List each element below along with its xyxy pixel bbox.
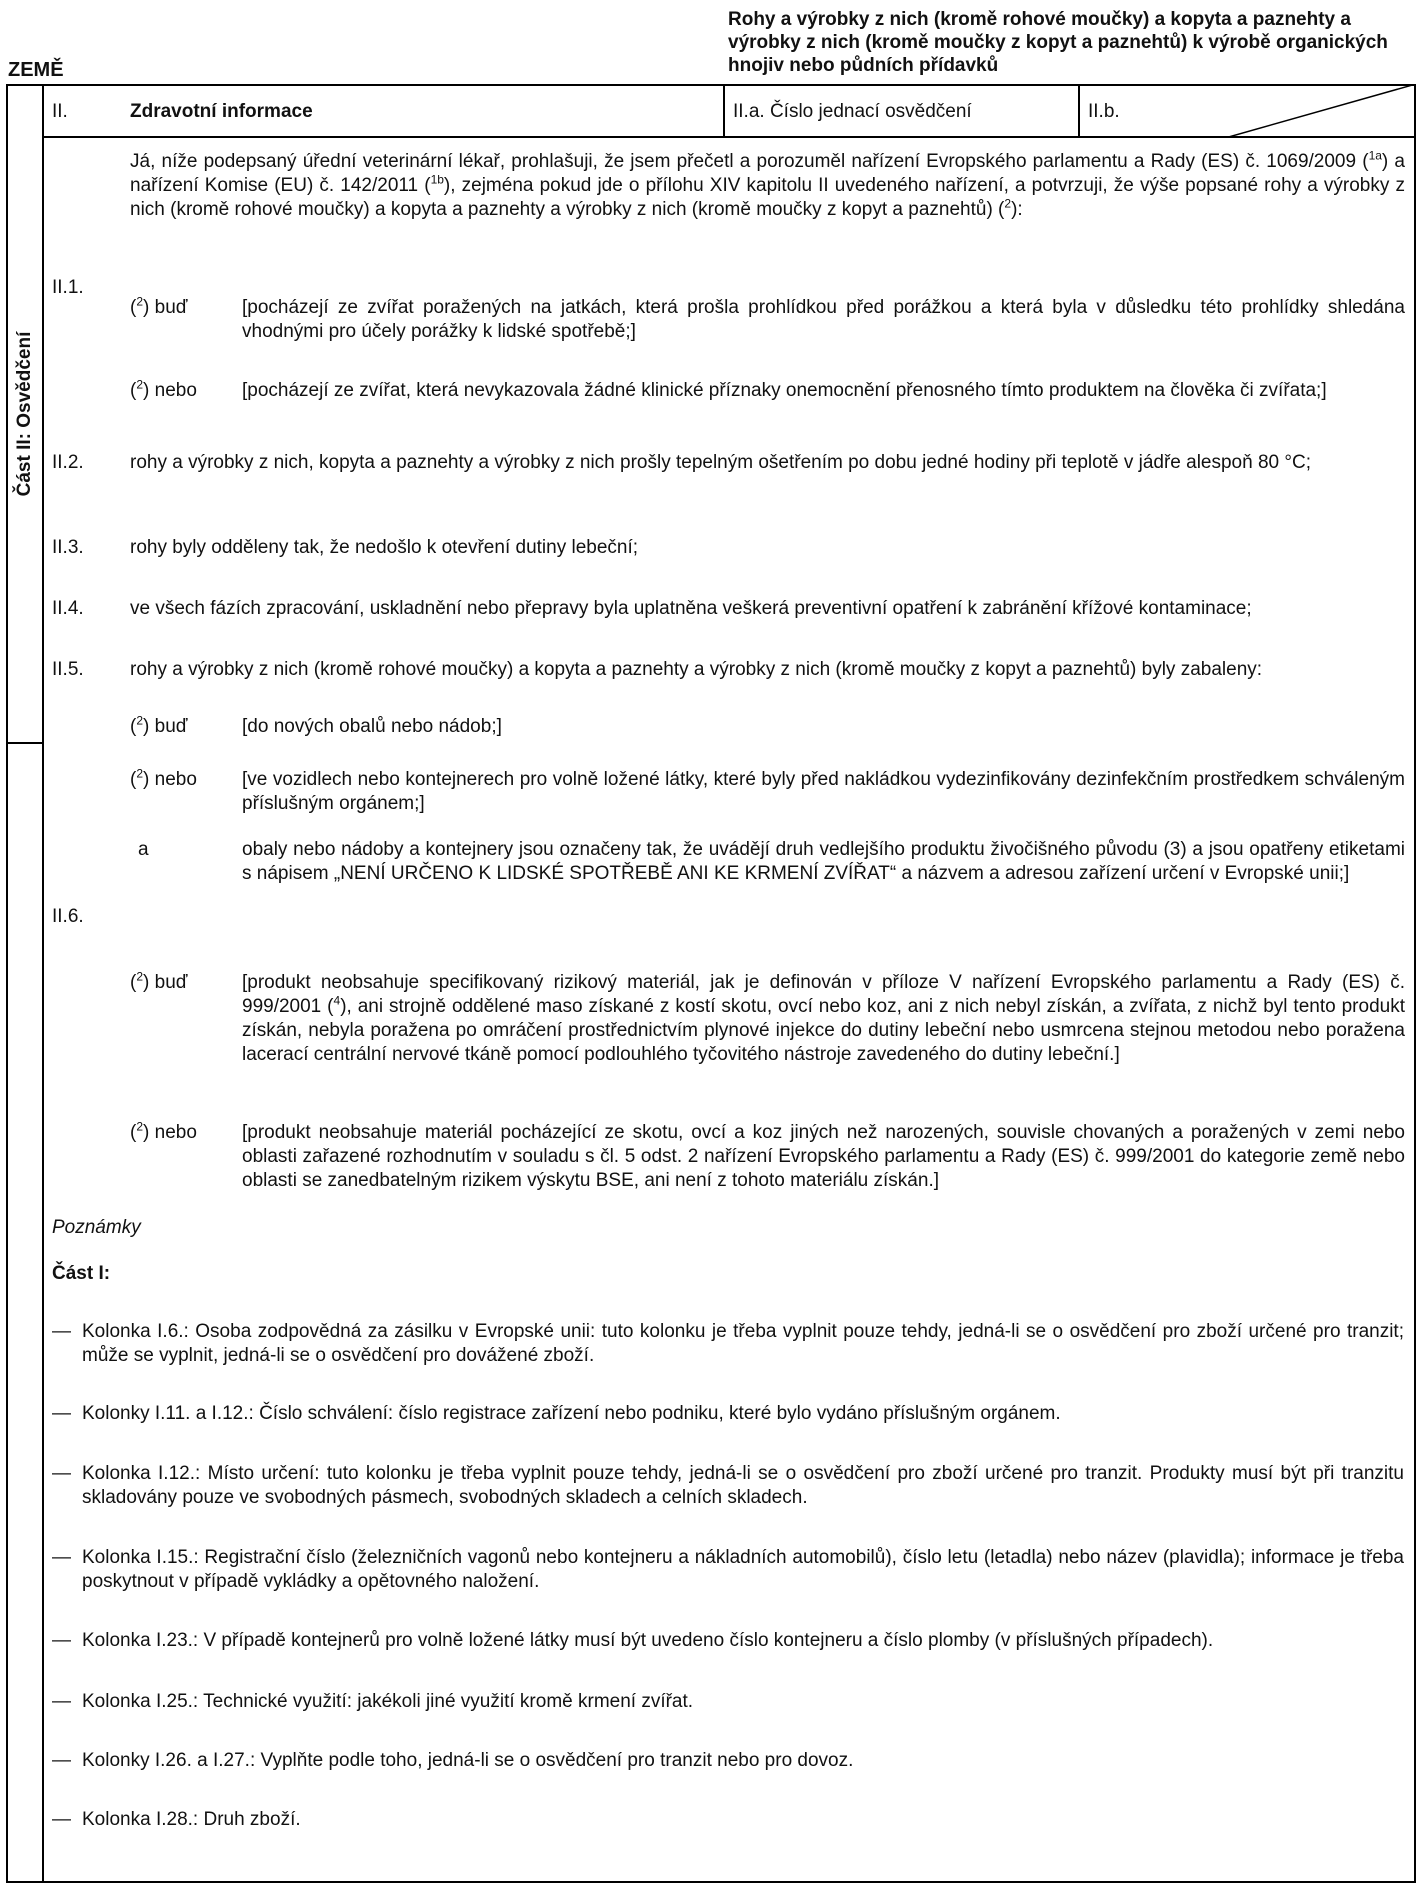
country-label: ZEMĚ (8, 59, 64, 81)
header-row-rule (42, 136, 1416, 138)
note-dash: — (52, 1463, 71, 1484)
note-item: Kolonka I.25.: Technické využití: jakékoli jiné využití kromě krmení zvířat. (82, 1691, 694, 1712)
item-ii5-and-text: obaly nebo nádoby a kontejnery jsou označeny tak, že uvádějí druh vedlejšího produktu živočišného původu (3) a jsou opatřeny etiketami s nápisem „NENÍ URČENO K LIDSKÉ SPOTŘEBĚ ANI KE KRMENÍ ZVÍŘAT“ a názvem a adresou zařízení určení v Evropské unii;] (242, 839, 1405, 884)
option-or-ii1: ($^2$) nebo (130, 377, 197, 401)
header-divider-2 (1078, 84, 1080, 138)
note-item: Kolonka I.15.: Registrační číslo (železničních vagonů nebo kontejneru a nákladních automobilů), číslo letu (letadla) nebo název (plavidla); informace je třeba poskytnout v případě vykládky a opětovného naložení. (82, 1547, 1404, 1592)
header-diagonal-line (1225, 84, 1416, 138)
note-item: Kolonky I.26. a I.27.: Vyplňte podle toho, jedná-li se o osvědčení pro tranzit nebo pro dovoz. (82, 1750, 854, 1771)
note-item: Kolonky I.11. a I.12.: Číslo schválení: číslo registrace zařízení nebo podniku, které bylo vydáno příslušným orgánem. (82, 1403, 1061, 1424)
note-dash: — (52, 1750, 71, 1771)
header-divider-1 (723, 84, 725, 138)
option-either-ii6: ($^2$) buď (130, 969, 188, 993)
item-ii1-option-1: [pocházejí ze zvířat poražených na jatkách, která prošla prohlídkou před porážkou a která byla v důsledku této prohlídky shledána vhodnými pro účely porážky k lidské spotřebě;] (242, 297, 1405, 342)
item-number-ii3: II.3. (52, 537, 84, 558)
item-ii3-text: rohy byly odděleny tak, že nedošlo k otevření dutiny lebeční; (130, 537, 639, 558)
note-item: Kolonka I.6.: Osoba zodpovědná za zásilku v Evropské unii: tuto kolonku je třeba vyplnit pouze tehdy, jedná-li se o osvědčení pro zboží určené pro tranzit; může se vyplnit, jedná-li se o osvědčení pro dovážené zboží. (82, 1321, 1404, 1366)
certificate-reference-label: II.a. Číslo jednací osvědčení (733, 101, 972, 122)
option-or-ii6: ($^2$) nebo (130, 1119, 197, 1143)
note-dash: — (52, 1691, 71, 1712)
notes-heading: Poznámky (52, 1217, 141, 1238)
document-title: Rohy a výrobky z nich (kromě rohové moučky) a kopyta a paznehty a výrobky z nich (kromě moučky z kopyt a paznehtů) k výrobě organických hnojiv nebo půdních přídavků (728, 9, 1388, 76)
option-either-ii5: ($^2$) buď (130, 713, 188, 737)
left-margin-rule (42, 84, 44, 1883)
item-ii5-text: rohy a výrobky z nich (kromě rohové moučky) a kopyta a paznehty a výrobky z nich (kromě moučky z kopyt a paznehtů) byly zabaleny: (130, 659, 1263, 680)
note-item: Kolonka I.12.: Místo určení: tuto kolonku je třeba vyplnit pouze tehdy, jedná-li se o osvědčení pro zboží určené pro tranzit. Produkty musí být při tranzitu skladovány pouze ve svobodných pásmech, svobodných skladech a celních skladech. (82, 1463, 1404, 1508)
note-dash: — (52, 1547, 71, 1568)
item-ii5-option-1: [do nových obalů nebo nádob;] (242, 716, 502, 737)
item-ii6-option-1: [produkt neobsahuje specifikovaný rizikový materiál, jak je definován v příloze V nařízení Evropského parlamentu a Rady (ES) č. 999/2001 ($^4$), ani strojně oddělené maso získané z kostí skotu, ovcí nebo koz, ani z nich nebyl získán, a zvířata, z nichž byl tento produkt získán, nebyla poražena po omráčení prostřednictvím plynové injekce do dutiny lebeční nebo usmrcena stejnou metodou nebo poražena lacerací centrální nervové tkáně pomocí podlouhlého tyčovitého nástroje zavedeného do dutiny lebeční.] (242, 972, 1405, 1065)
item-ii5-option-2: [ve vozidlech nebo kontejnerech pro volně ložené látky, které byly před nakládkou vydezinfikovány dezinfekčním prostředkem schváleným příslušným orgánem;] (242, 769, 1405, 814)
note-dash: — (52, 1630, 71, 1651)
note-item: Kolonka I.23.: V případě kontejnerů pro volně ložené látky musí být uvedeno číslo kontejneru a číslo plomby (v příslušných případech). (82, 1630, 1214, 1651)
item-ii4-text: ve všech fázích zpracování, uskladnění nebo přepravy byla uplatněna veškerá preventivní opatření k zabránění křížové kontaminace; (130, 598, 1252, 619)
conjunction-and-ii5: a (138, 839, 149, 860)
section-title: Zdravotní informace (130, 101, 313, 122)
option-or-ii5: ($^2$) nebo (130, 766, 197, 790)
note-dash: — (52, 1321, 71, 1342)
notes-part-i-heading: Část I: (52, 1263, 111, 1284)
section-ii-b-label: II.b. (1088, 101, 1120, 122)
item-number-ii1: II.1. (52, 277, 84, 298)
intro-declaration: Já, níže podepsaný úřední veterinární lékař, prohlašuji, že jsem přečetl a porozuměl nařízení Evropského parlamentu a Rady (ES) č. 1069/2009 ($^{1a}$) a nařízení Komise (EU) č. 142/2011 ($^{1b}$), zejména pokud jde o přílohu XIV kapitolu II uvedeného nařízení, a potvrzuji, že výše popsané rohy a výrobky z nich (kromě rohové moučky) a kopyta a paznehty a výrobky z nich (kromě moučky z kopyt a paznehtů) ($^2$): (130, 148, 1405, 220)
side-label-part-ii: Část II: Osvědčení (14, 331, 35, 497)
item-ii6-option-2: [produkt neobsahuje materiál pocházející ze skotu, ovcí a koz jiných než narozených, souvisle chovaných a poražených v zemi nebo oblasti zařazené rozhodnutím v souladu s čl. 5 odst. 2 nařízení Evropského parlamentu a Rady (ES) č. 999/2001 do kategorie země nebo oblasti se zanedbatelným rizikem výskytu BSE, ani není z tohoto materiálu získán.] (242, 1122, 1405, 1191)
item-ii2-text: rohy a výrobky z nich, kopyta a paznehty a výrobky z nich prošly tepelným ošetřením po dobu jedné hodiny při teplotě v jádře alespoň 80 °C; (130, 452, 1311, 473)
note-item: Kolonka I.28.: Druh zboží. (82, 1809, 301, 1830)
option-either-ii1: ($^2$) buď (130, 294, 188, 318)
item-number-ii4: II.4. (52, 598, 84, 619)
note-dash: — (52, 1403, 71, 1424)
item-number-ii2: II.2. (52, 452, 84, 473)
section-number: II. (52, 101, 68, 122)
item-number-ii5: II.5. (52, 659, 84, 680)
item-number-ii6: II.6. (52, 906, 84, 927)
note-dash: — (52, 1809, 71, 1830)
item-ii1-option-2: [pocházejí ze zvířat, která nevykazovala žádné klinické příznaky onemocnění přenosného tímto produktem na člověka či zvířata;] (242, 380, 1327, 401)
